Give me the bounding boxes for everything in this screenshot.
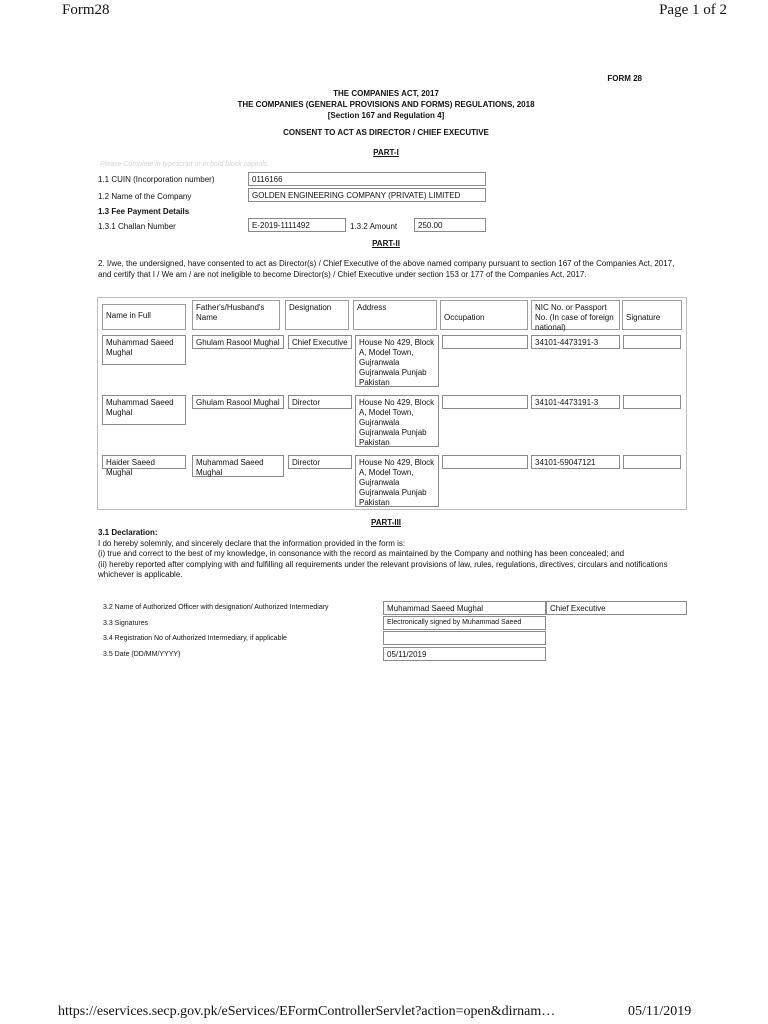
row-3-address[interactable]: House No 429, Block A, Model Town, Gujranwala Gujranwala Punjab Pakistan xyxy=(355,455,439,507)
print-footer-date: 05/11/2019 xyxy=(628,1004,692,1019)
authorized-officer-name-field[interactable]: Muhammad Saeed Mughal xyxy=(383,601,546,615)
row-1-father-name[interactable]: Ghulam Rasool Mughal xyxy=(192,335,284,349)
row-3-signature[interactable] xyxy=(623,455,681,469)
signatures-field[interactable]: Electronically signed by Muhammad Saeed xyxy=(383,616,546,630)
header-address: Address xyxy=(353,300,437,330)
row-3-nic[interactable]: 34101-59047121 xyxy=(531,455,620,469)
row-1-occupation[interactable] xyxy=(442,335,528,349)
declaration-title: 3.1 Declaration: xyxy=(98,528,158,537)
instruction-hint: Please Complete in typescript or in bold block capitals. xyxy=(100,161,270,168)
authorized-officer-label: 3.2 Name of Authorized Officer with designation/ Authorized Intermediary xyxy=(103,604,329,611)
declaration-line-2: (i) true and correct to the best of my knowledge, in consonance with the record as maintained by the Company and nothing has been concealed; and xyxy=(98,549,625,558)
date-label: 3.5 Date (DD/MM/YYYY) xyxy=(103,651,181,658)
part-3-heading: PART-III xyxy=(370,518,402,527)
date-field[interactable]: 05/11/2019 xyxy=(383,647,546,661)
authorized-officer-designation-field[interactable]: Chief Executive xyxy=(546,601,687,615)
fee-payment-label: 1.3 Fee Payment Details xyxy=(98,207,190,216)
row-3-name[interactable]: Haider Saeed Mughal xyxy=(102,455,186,469)
registration-field[interactable] xyxy=(383,631,546,645)
declaration-block xyxy=(98,528,678,581)
row-1-name[interactable]: Muhammad Saeed Mughal xyxy=(102,335,186,365)
row-3-occupation[interactable] xyxy=(442,455,528,469)
row-2-signature[interactable] xyxy=(623,395,681,409)
row-1-address[interactable]: House No 429, Block A, Model Town, Gujranwala Gujranwala Punjab Pakistan xyxy=(355,335,439,387)
row-3-designation[interactable]: Director xyxy=(288,455,352,469)
challan-label: 1.3.1 Challan Number xyxy=(98,222,176,231)
company-name-label: 1.2 Name of the Company xyxy=(98,192,192,201)
part-2-heading: PART-II xyxy=(372,239,400,248)
signatures-label: 3.3 Signatures xyxy=(103,620,149,627)
row-2-designation[interactable]: Director xyxy=(288,395,352,409)
consent-statement: 2. I/we, the undersigned, have consented to act as Director(s) / Chief Executive of the above named company pursuant to section 167 of the Companies Act, 2017, and certify that I / We am / are not ineligible to become Director(s) / Chief Executive under section 153 or 177 of the Companies Act, 2017. xyxy=(98,259,675,279)
print-footer-url: https://eservices.secp.gov.pk/eServices/EFormControllerServlet?action=open&dirnam… xyxy=(58,1004,556,1019)
row-2-name[interactable]: Muhammad Saeed Mughal xyxy=(102,395,186,425)
challan-field[interactable]: E-2019-1111492 xyxy=(248,218,346,232)
header-nic: NIC No. or Passport No. (In case of foreign national) xyxy=(531,300,620,330)
print-header-page: Page 1 of 2 xyxy=(659,2,727,18)
declaration-line-1: I do hereby solemnly, and sincerely declare that the information provided in the form is: xyxy=(98,538,406,548)
row-1-nic[interactable]: 34101-4473191-3 xyxy=(531,335,620,349)
header-occupation: Occupation xyxy=(440,300,528,330)
header-designation: Designation xyxy=(285,300,349,330)
company-name-field[interactable]: GOLDEN ENGINEERING COMPANY (PRIVATE) LIMITED xyxy=(248,188,486,202)
regulations-title: THE COMPANIES (GENERAL PROVISIONS AND FORMS) REGULATIONS, 2018 xyxy=(237,100,535,109)
row-1-designation[interactable]: Chief Executive xyxy=(288,335,352,349)
row-2-father-name[interactable]: Ghulam Rasool Mughal xyxy=(192,395,284,409)
part-1-heading: PART-I xyxy=(373,148,399,157)
directors-table xyxy=(97,297,687,510)
row-2-nic[interactable]: 34101-4473191-3 xyxy=(531,395,620,409)
registration-label: 3.4 Registration No of Authorized Intermediary, if applicable xyxy=(103,635,287,642)
form-heading: CONSENT TO ACT AS DIRECTOR / CHIEF EXECUTIVE xyxy=(283,128,489,137)
header-father-name: Father's/Husband's Name xyxy=(192,300,280,330)
row-1-signature[interactable] xyxy=(623,335,681,349)
amount-label: 1.3.2 Amount xyxy=(350,222,398,231)
row-2-address[interactable]: House No 429, Block A, Model Town, Gujranwala Gujranwala Punjab Pakistan xyxy=(355,395,439,447)
form-number: FORM 28 xyxy=(607,74,642,83)
section-reference: [Section 167 and Regulation 4] xyxy=(327,111,445,120)
declaration-line-3: (ii) hereby reported after complying with and fulfilling all requirements under the relevant provisions of law, rules, regulations, directives, circulars and notifications whichever is applicable. xyxy=(98,559,668,579)
cuin-field[interactable]: 0116166 xyxy=(248,172,486,186)
row-2-occupation[interactable] xyxy=(442,395,528,409)
header-signature: Signature xyxy=(622,300,682,330)
act-title: THE COMPANIES ACT, 2017 xyxy=(333,89,439,98)
amount-field[interactable]: 250.00 xyxy=(414,218,486,232)
row-3-father-name[interactable]: Muhammad Saeed Mughal xyxy=(192,455,284,477)
header-name: Name in Full xyxy=(102,304,186,330)
cuin-label: 1.1 CUIN (Incorporation number) xyxy=(98,175,215,184)
print-header-title: Form28 xyxy=(62,2,110,18)
